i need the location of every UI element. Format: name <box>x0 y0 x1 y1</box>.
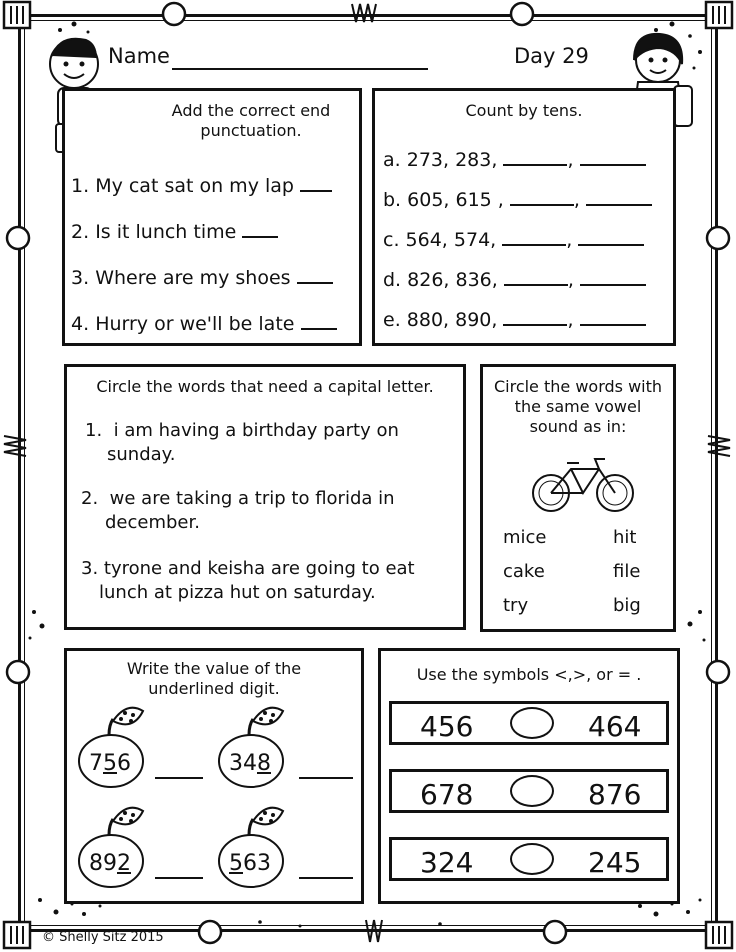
digit-title: Write the value of the underlined digit. <box>126 659 302 698</box>
compare-right-value: 464 <box>588 710 642 743</box>
answer-blank[interactable] <box>242 235 278 238</box>
vowel-word-file[interactable]: file <box>613 561 641 582</box>
capitals-item-3: 3. tyrone and keisha are going to eat lunch at pizza hut on saturday. <box>81 558 415 603</box>
capitals-item-2: 2. we are taking a trip to florida in december. <box>81 488 395 533</box>
vowel-word-try[interactable]: try <box>503 595 529 616</box>
answer-blank[interactable] <box>580 163 646 166</box>
vowel-word-big[interactable]: big <box>613 595 641 616</box>
apple-icon <box>75 699 147 791</box>
answer-blank[interactable] <box>510 203 574 206</box>
compare-symbol-circle[interactable] <box>510 843 554 875</box>
count-item-b: b. 605, 615 , , <box>383 189 652 211</box>
apple-icon <box>75 799 147 891</box>
compare-right-value: 876 <box>588 778 642 811</box>
count-item-d: d. 826, 836, , <box>383 269 646 291</box>
compare-left-value: 678 <box>420 778 474 811</box>
digit-number-2: 348 <box>229 751 271 776</box>
capitals-item-1: 1. i am having a birthday party on sunday. <box>85 420 399 465</box>
compare-box <box>378 648 680 904</box>
copyright-text: © Shelly Sitz 2015 <box>42 930 164 945</box>
punctuation-box <box>62 88 362 346</box>
punctuation-item-4: 4. Hurry or we'll be late <box>71 313 337 335</box>
digit-answer-blank-2[interactable] <box>299 777 353 779</box>
vowel-box <box>480 364 676 632</box>
compare-left-value: 324 <box>420 846 474 879</box>
punctuation-item-2: 2. Is it lunch time <box>71 221 278 243</box>
name-input-line[interactable] <box>172 68 428 70</box>
digit-answer-blank-1[interactable] <box>155 777 203 779</box>
vowel-word-mice[interactable]: mice <box>503 527 547 548</box>
vowel-title: Circle the words with the same vowel sound as in: <box>493 377 663 436</box>
answer-blank[interactable] <box>578 243 644 246</box>
answer-blank[interactable] <box>580 323 646 326</box>
name-label: Name <box>108 44 170 68</box>
digit-answer-blank-4[interactable] <box>299 877 353 879</box>
compare-right-value: 245 <box>588 846 642 879</box>
digit-number-3: 892 <box>89 851 131 876</box>
answer-blank[interactable] <box>503 323 567 326</box>
vowel-word-cake[interactable]: cake <box>503 561 545 582</box>
digit-number-1: 756 <box>89 751 131 776</box>
answer-blank[interactable] <box>502 243 566 246</box>
punctuation-title: Add the correct end punctuation. <box>171 101 331 140</box>
answer-blank[interactable] <box>586 203 652 206</box>
answer-blank[interactable] <box>504 283 568 286</box>
count-item-e: e. 880, 890, , <box>383 309 646 331</box>
answer-blank[interactable] <box>503 163 567 166</box>
count-by-tens-box <box>372 88 676 346</box>
capitals-box <box>64 364 466 630</box>
answer-blank[interactable] <box>300 189 332 192</box>
capitals-title: Circle the words that need a capital letter. <box>96 377 434 396</box>
apple-icon <box>215 699 287 791</box>
vowel-word-hit[interactable]: hit <box>613 527 637 548</box>
compare-title: Use the symbols <,>, or = . <box>416 665 642 684</box>
count-item-c: c. 564, 574, , <box>383 229 644 251</box>
answer-blank[interactable] <box>297 281 333 284</box>
punctuation-item-1: 1. My cat sat on my lap <box>71 175 332 197</box>
bicycle-icon <box>529 455 639 515</box>
apple-icon <box>215 799 287 891</box>
compare-left-value: 456 <box>420 710 474 743</box>
digit-value-box <box>64 648 364 904</box>
digit-number-4: 563 <box>229 851 271 876</box>
compare-row-1 <box>389 701 669 745</box>
compare-symbol-circle[interactable] <box>510 707 554 739</box>
count-item-a: a. 273, 283, , <box>383 149 646 171</box>
compare-symbol-circle[interactable] <box>510 775 554 807</box>
compare-row-2 <box>389 769 669 813</box>
punctuation-item-3: 3. Where are my shoes <box>71 267 333 289</box>
digit-answer-blank-3[interactable] <box>155 877 203 879</box>
answer-blank[interactable] <box>580 283 646 286</box>
day-label: Day 29 <box>514 44 589 68</box>
count-title: Count by tens. <box>465 101 583 120</box>
compare-row-3 <box>389 837 669 881</box>
answer-blank[interactable] <box>301 327 337 330</box>
